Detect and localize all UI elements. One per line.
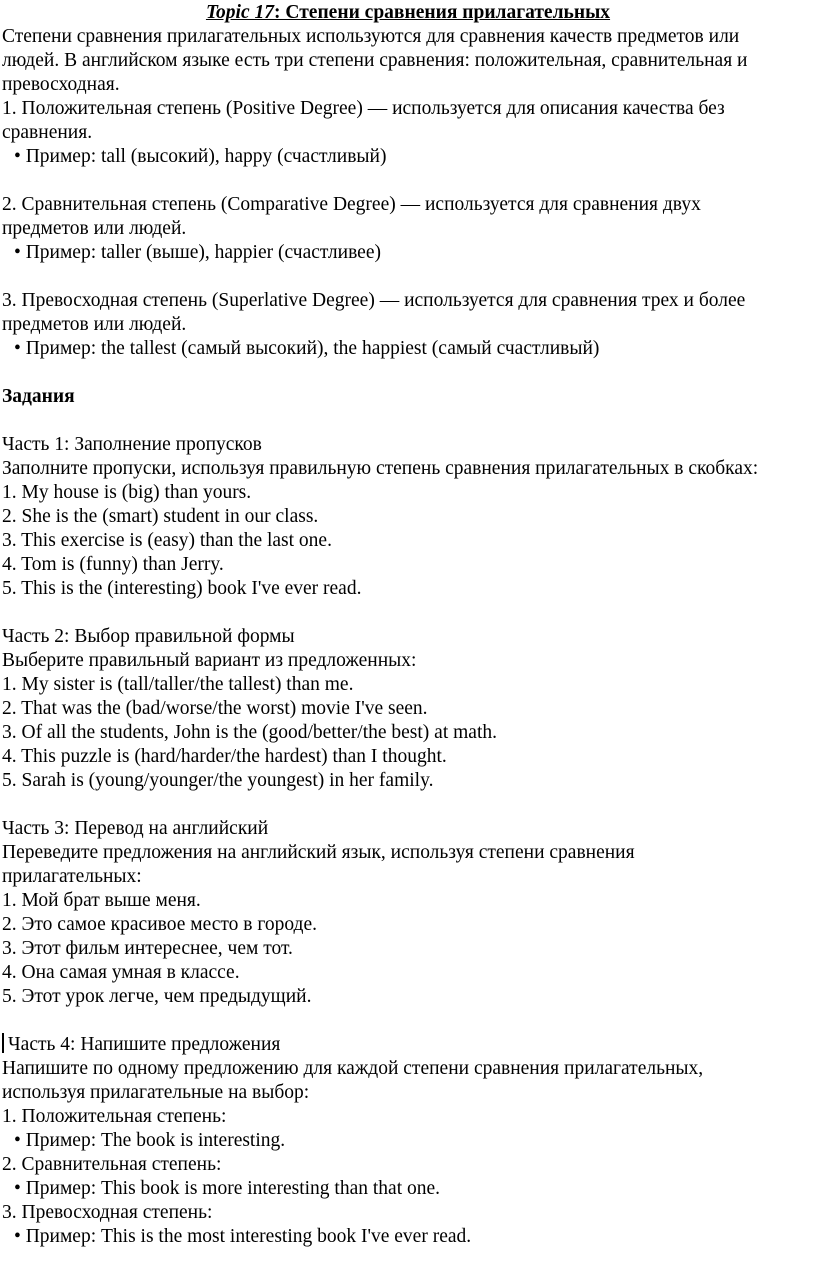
- intro-line: превосходная.: [2, 74, 120, 95]
- intro-line: Степени сравнения прилагательных используются для сравнения качеств предметов или: [2, 26, 740, 47]
- degree-example: • Пример: taller (выше), happier (счастливее): [14, 242, 381, 263]
- topic-label: Topic 17: [205, 2, 275, 23]
- spacer: [2, 793, 814, 817]
- list-item: 5. This is the (interesting) book I've ever read.: [2, 578, 362, 599]
- list-item-example: • Пример: This is the most interesting book I've ever read.: [14, 1226, 472, 1247]
- list-item: 5. Sarah is (young/younger/the youngest) in her family.: [2, 770, 434, 791]
- list-item: 2. That was the (bad/worse/the worst) movie I've seen.: [2, 698, 428, 719]
- degree-line: предметов или людей.: [2, 218, 187, 239]
- degree-line: 3. Превосходная степень (Superlative Degree) — используется для сравнения трех и более: [2, 290, 746, 311]
- degree-line: предметов или людей.: [2, 314, 187, 335]
- part-title: Часть 1: Заполнение пропусков: [2, 434, 262, 455]
- part-instruction: Напишите по одному предложению для каждой степени сравнения прилагательных,: [2, 1058, 704, 1079]
- degree-superlative: [2, 289, 814, 361]
- page-title: [2, 1, 814, 25]
- spacer: [2, 265, 814, 289]
- list-item: 4. Tom is (funny) than Jerry.: [2, 554, 224, 575]
- list-item-example: • Пример: This book is more interesting than that one.: [14, 1178, 441, 1199]
- list-item: 2. Это самое красивое место в городе.: [2, 914, 317, 935]
- list-item: 2. Сравнительная степень:: [2, 1154, 222, 1175]
- spacer: [2, 169, 814, 193]
- tasks-heading: Задания: [2, 386, 75, 407]
- part-1: [2, 433, 814, 601]
- part-4: [2, 1033, 814, 1249]
- intro-paragraph: [2, 25, 814, 97]
- document-page: [2, 0, 814, 1249]
- list-item: 3. Of all the students, John is the (good/better/the best) at math.: [2, 722, 497, 743]
- spacer: [2, 1009, 814, 1033]
- part-title: Часть 3: Перевод на английский: [2, 818, 269, 839]
- degree-positive: [2, 97, 814, 169]
- part-instruction: Выберите правильный вариант из предложенных:: [2, 650, 417, 671]
- part-instruction: Переведите предложения на английский язык, используя степени сравнения: [2, 842, 635, 863]
- part-2: [2, 625, 814, 793]
- degree-line: сравнения.: [2, 122, 93, 143]
- degree-line: 2. Сравнительная степень (Comparative Degree) — используется для сравнения двух: [2, 194, 701, 215]
- list-item: 4. Она самая умная в классе.: [2, 962, 240, 983]
- title-text: : Степени сравнения прилагательных: [274, 2, 611, 23]
- list-item: 3. Этот фильм интереснее, чем тот.: [2, 938, 293, 959]
- part-instruction: используя прилагательные на выбор:: [2, 1082, 310, 1103]
- part-title: Часть 2: Выбор правильной формы: [2, 626, 295, 647]
- part-instruction: прилагательных:: [2, 866, 142, 887]
- intro-line: людей. В английском языке есть три степени сравнения: положительная, сравнительная и: [2, 50, 748, 71]
- part-3: [2, 817, 814, 1009]
- list-item: 1. My house is (big) than yours.: [2, 482, 252, 503]
- list-item: 4. This puzzle is (hard/harder/the hardest) than I thought.: [2, 746, 447, 767]
- degree-example: • Пример: the tallest (самый высокий), the happiest (самый счастливый): [14, 338, 600, 359]
- part-title: Часть 4: Напишите предложения: [8, 1034, 281, 1055]
- list-item: 1. Положительная степень:: [2, 1106, 227, 1127]
- spacer: [2, 601, 814, 625]
- part-title-row: [2, 1033, 814, 1057]
- part-instruction: Заполните пропуски, используя правильную степень сравнения прилагательных в скобках:: [2, 458, 759, 479]
- list-item-example: • Пример: The book is interesting.: [14, 1130, 286, 1151]
- degree-example: • Пример: tall (высокий), happy (счастливый): [14, 146, 387, 167]
- text-cursor: [2, 1033, 4, 1053]
- list-item: 1. My sister is (tall/taller/the tallest) than me.: [2, 674, 354, 695]
- list-item: 5. Этот урок легче, чем предыдущий.: [2, 986, 312, 1007]
- list-item: 3. Превосходная степень:: [2, 1202, 213, 1223]
- list-item: 2. She is the (smart) student in our class.: [2, 506, 319, 527]
- list-item: 3. This exercise is (easy) than the last one.: [2, 530, 332, 551]
- degree-line: 1. Положительная степень (Positive Degree) — используется для описания качества без: [2, 98, 725, 119]
- spacer: [2, 361, 814, 385]
- degree-comparative: [2, 193, 814, 265]
- list-item: 1. Мой брат выше меня.: [2, 890, 201, 911]
- spacer: [2, 409, 814, 433]
